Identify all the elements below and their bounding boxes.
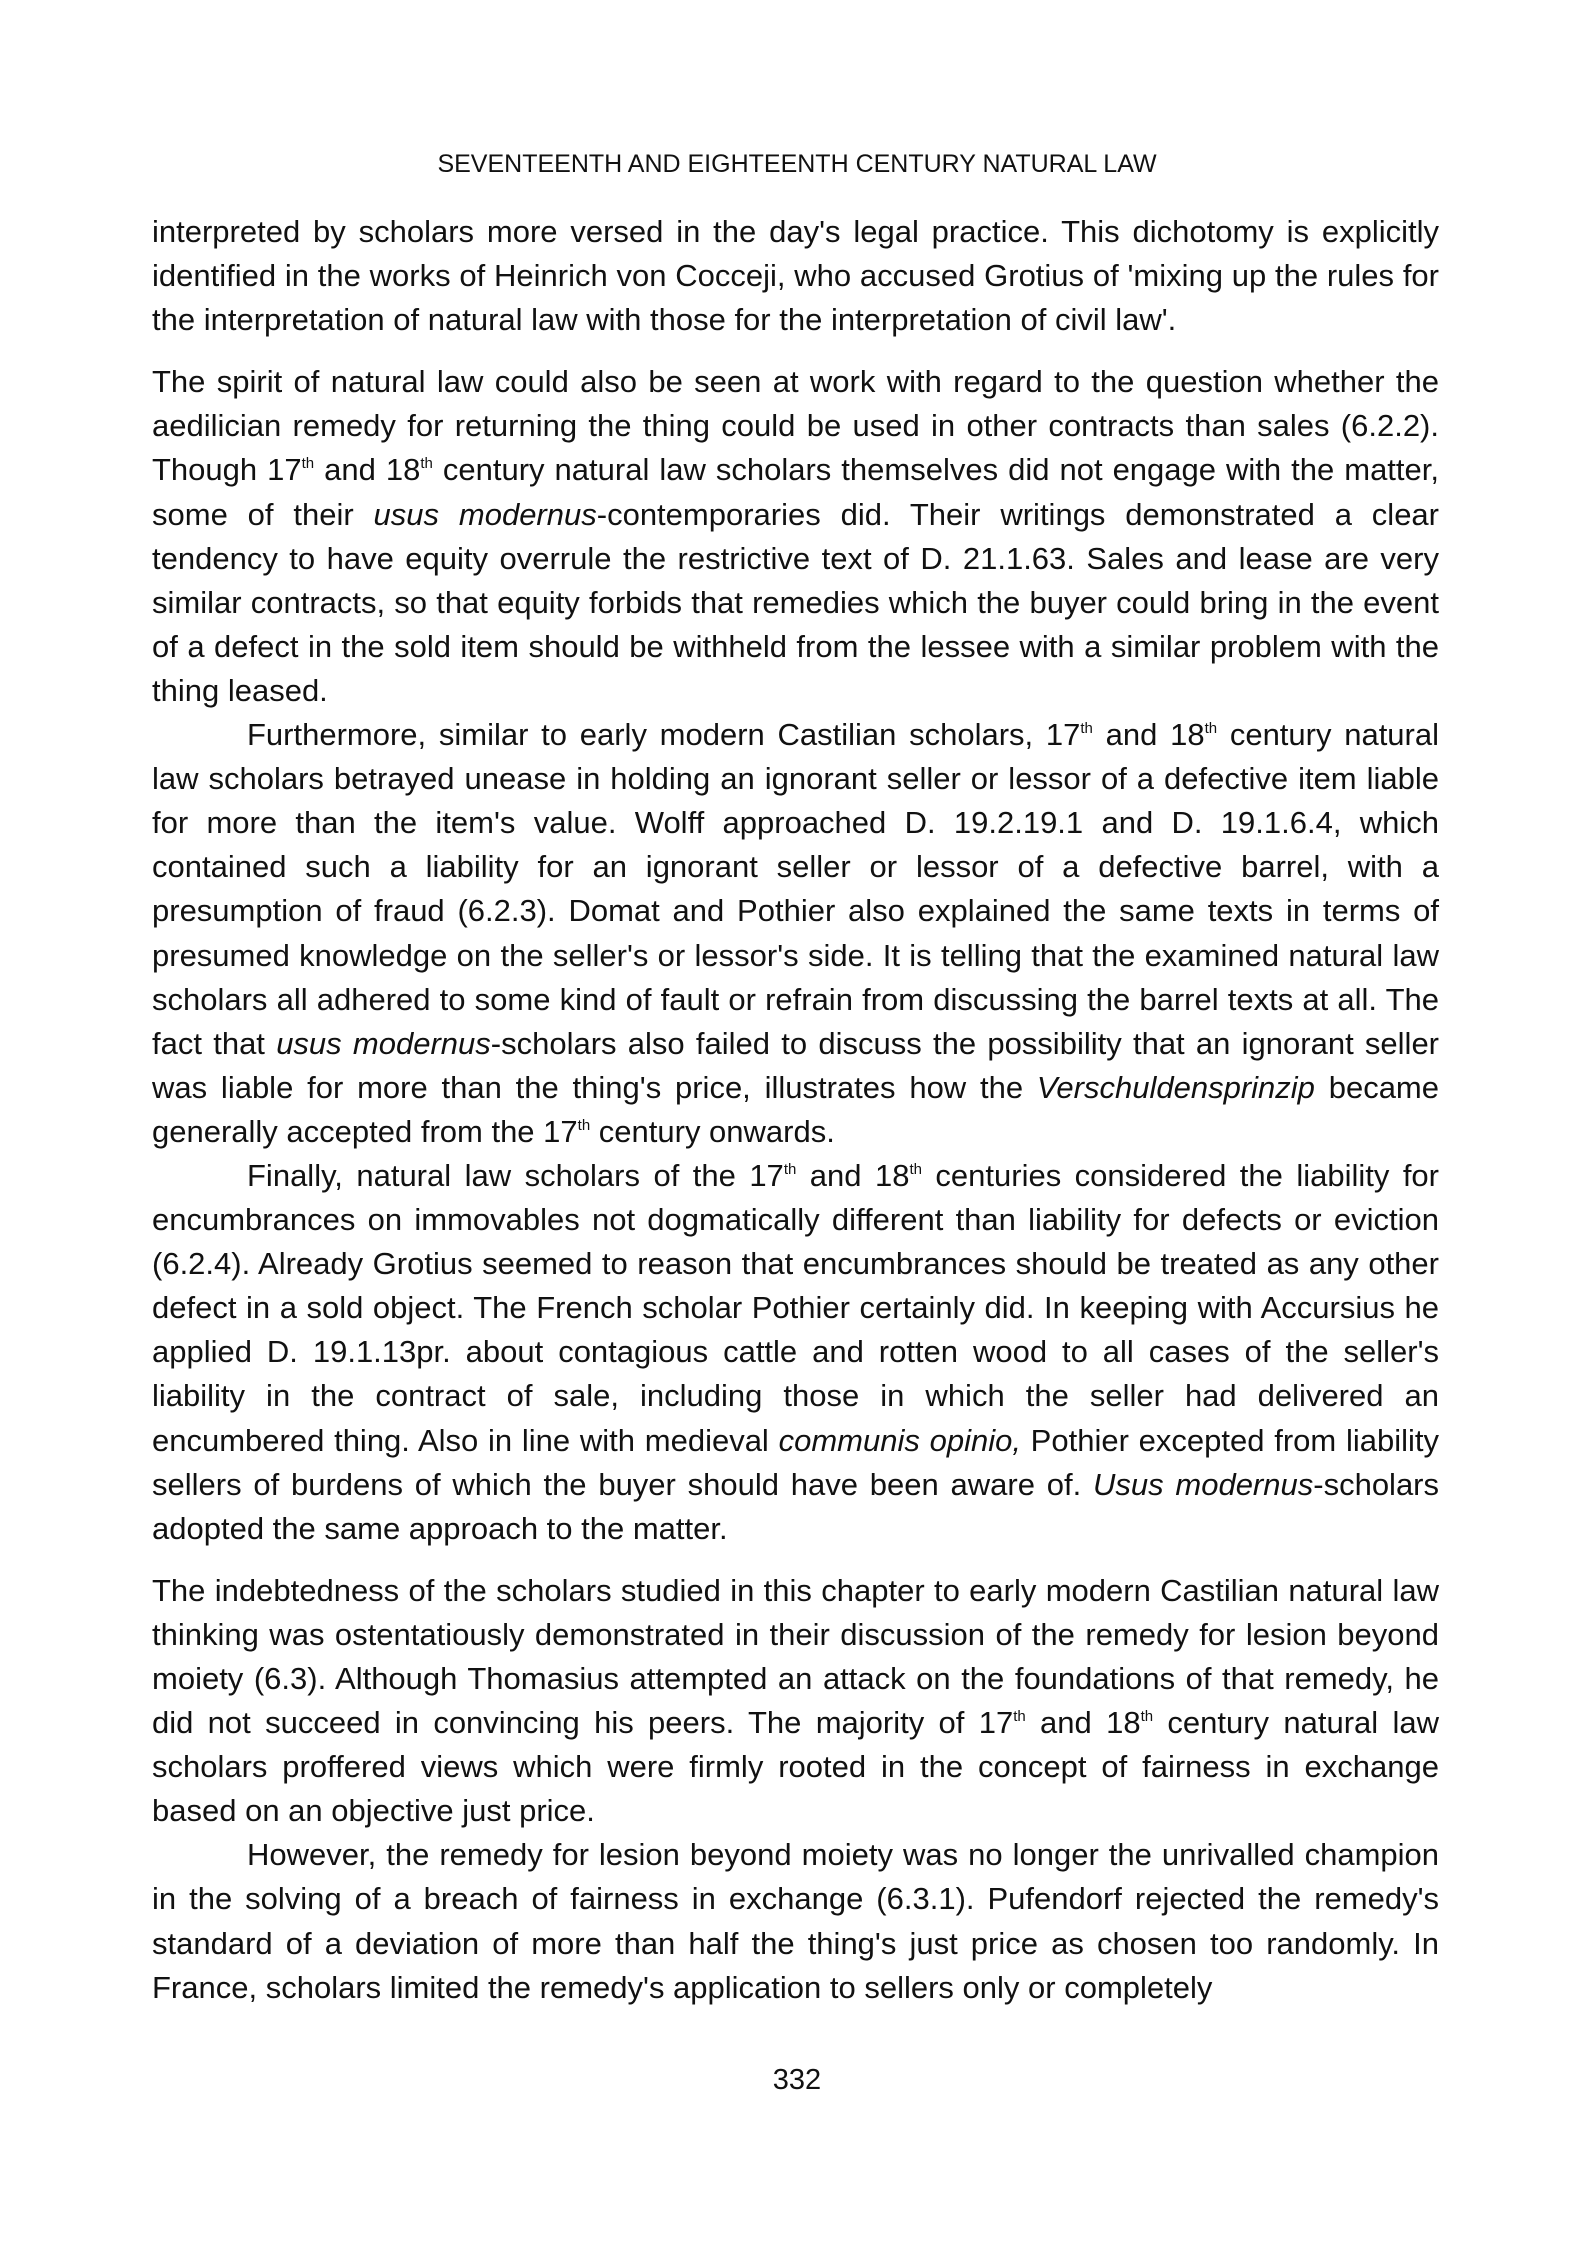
text-run: Finally, natural law scholars of the 17 (247, 1157, 784, 1193)
text-run: century onwards. (590, 1113, 835, 1149)
italic-term: Verschuldensprinzip (1036, 1069, 1315, 1105)
paragraph (152, 210, 1439, 342)
text-run: century natural law scholars themselves did not engage with the matter, some of their (152, 452, 1440, 532)
text-run: The spirit of natural law could also be seen at work with regard to the question whether the aedilician remedy for returning the thing could be used in other contracts than sales (6.2.2). Though 17 (152, 364, 1439, 488)
paragraph (152, 1154, 1439, 1551)
text-run: -scholars adopted the same approach to the matter. (152, 1466, 1440, 1546)
text-run: and 18 (796, 1157, 910, 1193)
body-text (152, 210, 1439, 2010)
italic-term: communis opinio, (778, 1422, 1021, 1458)
ordinal-superscript: th (1204, 720, 1218, 738)
paragraph (152, 360, 1439, 713)
text-run: Furthermore, similar to early modern Castilian scholars, 17 (247, 717, 1081, 753)
text-run: However, the remedy for lesion beyond moiety was no longer the unrivalled champion in the solving of a breach of fairness in exchange (6.3.1). Pufendorf rejected the remedy's standard of a deviation of more than half the thing's just price as chosen too randomly. In France, scholars limited the remedy's application to sellers only or completely (152, 1837, 1439, 2005)
text-run: century natural law scholars betrayed unease in holding an ignorant seller or lessor of a defective item liable for more than the item's value. Wolff approached D. 19.2.19.1 and D. 19.1.6.4, which contained such a liability for an ignorant seller or lessor of a defective barrel, with a presumption of fraud (6.2.3). Domat and Pothier also explained the same texts in terms of presumed knowledge on the seller's or lessor's side. It is telling that the examined natural law scholars all adhered to some kind of fault or refrain from discussing the barrel texts at all. The fact that (152, 717, 1439, 1061)
ordinal-superscript: th (577, 1116, 591, 1134)
text-run: Pothier excepted from liability sellers of burdens of which the buyer should have been aware of. (152, 1422, 1439, 1502)
text-run: and 18 (314, 452, 421, 488)
ordinal-superscript: th (1080, 720, 1093, 738)
page-number: 332 (772, 2064, 822, 2096)
ordinal-superscript: th (783, 1160, 797, 1178)
running-header: SEVENTEENTH AND EIGHTEENTH CENTURY NATURAL LAW (437, 150, 1157, 178)
text-run: -scholars also failed to discuss the possibility that an ignorant seller was liable for more than the thing's price, illustrates how the (152, 1025, 1440, 1105)
paragraph (152, 1833, 1439, 2009)
text-run: interpreted by scholars more versed in the day's legal practice. This dichotomy is explicitly identified in the works of Heinrich von Cocceji, who accused Grotius of 'mixing up the rules for the interpretation of natural law with those for the interpretation of civil law'. (152, 214, 1439, 338)
text-run: centuries considered the liability for encumbrances on immovables not dogmatically different than liability for defects or eviction (6.2.4). Already Grotius seemed to reason that encumbrances should be treated as any other defect in a sold object. The French scholar Pothier certainly did. In keeping with Accursius he applied D. 19.1.13pr. about contagious cattle and rotten wood to all cases of the seller's liability in the contract of sale, including those in which the seller had delivered an encumbered thing. Also in line with medieval (152, 1157, 1439, 1458)
ordinal-superscript: th (1013, 1708, 1026, 1726)
ordinal-superscript: th (909, 1160, 922, 1178)
paragraph (152, 1569, 1439, 1834)
paragraph (152, 713, 1439, 1154)
text-run: and 18 (1025, 1705, 1141, 1741)
ordinal-superscript: th (420, 455, 433, 473)
text-run: century natural law scholars proffered views which were firmly rooted in the concept of fairness in exchange based on an objective just price. (152, 1705, 1439, 1829)
ordinal-superscript: th (1140, 1708, 1154, 1726)
text-run: The indebtedness of the scholars studied in this chapter to early modern Castilian natural law thinking was ostentatiously demonstrated in their discussion of the remedy for lesion beyond moiety (6.3). Although Thomasius attempted an attack on the foundations of that remedy, he did not succeed in convincing his peers. The majority of 17 (152, 1572, 1439, 1741)
text-run: and 18 (1092, 717, 1205, 753)
text-run: -contemporaries did. Their writings demonstrated a clear tendency to have equity overrule the restrictive text of D. 21.1.63. Sales and lease are very similar contracts, so that equity forbids that remedies which the buyer could bring in the event of a defect in the sold item should be withheld from the lessee with a similar problem with the thing leased. (152, 496, 1439, 708)
italic-term: usus modernus (276, 1025, 491, 1061)
text-run: became generally accepted from the 17 (152, 1069, 1439, 1149)
italic-term: Usus modernus (1092, 1466, 1314, 1502)
italic-term: usus modernus (373, 496, 597, 532)
ordinal-superscript: th (301, 455, 315, 473)
